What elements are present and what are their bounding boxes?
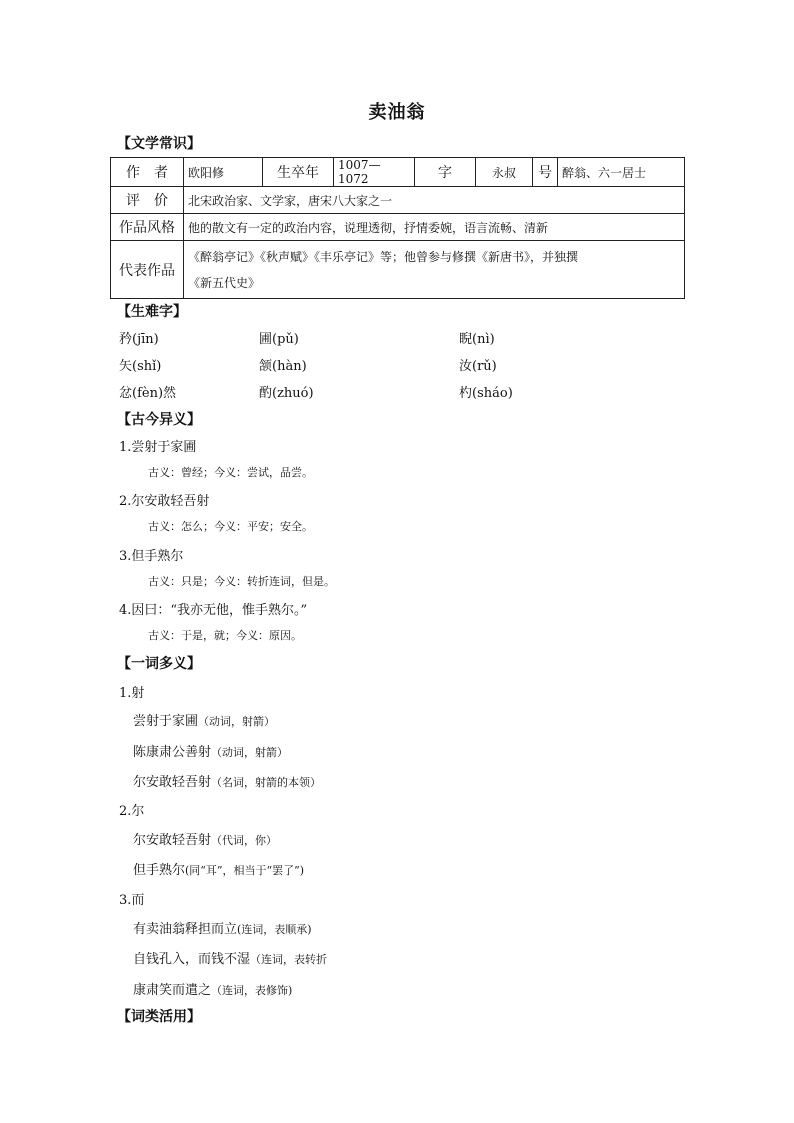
polysemy-example [133,741,288,760]
example-text: 陈康肃公善射 [133,745,212,760]
polysemy-example [133,859,304,878]
style-value: 他的散文有一定的政治内容，说理透彻，抒情委婉，语言流畅、清新 [184,214,685,241]
page-title: 卖油翁 [368,102,426,123]
example-text: 康肃笑而遣之 [133,983,212,998]
years-label: 生卒年 [263,158,334,187]
example-note: (同“耳”，相当于“罢了”) [185,864,305,877]
zi-label: 字 [415,158,476,187]
example-note: （连词，表修饰) [211,984,293,997]
character-item: 酌(zhuó) [259,386,314,401]
example-text: 有卖油翁释担而立 [133,922,238,937]
polysemy-word: 1.射 [119,686,145,701]
review-label: 评 价 [111,187,184,214]
polysemy-example [133,918,312,937]
ancient-modern-term: 3.但手熟尔 [119,549,184,564]
author-label: 作 者 [111,158,184,187]
character-item: 忿(fèn)然 [119,386,177,401]
years-value: 1007—1072 [334,158,415,187]
section-word-class-heading: 【词类活用】 [117,1009,201,1025]
ancient-modern-note: 古义：曾经；今义：尝试，品尝。 [148,466,313,479]
character-item: 杓(sháo) [459,386,513,401]
section-literature-heading: 【文学常识】 [117,136,201,152]
character-item: 颔(hàn) [259,359,307,374]
example-note: （动词，射箭） [211,746,289,759]
polysemy-example [133,948,327,967]
section-polysemy-heading: 【一词多义】 [117,656,201,672]
section-characters-heading: 【生难字】 [117,304,187,320]
review-value: 北宋政治家、文学家，唐宋八大家之一 [184,187,685,214]
polysemy-word: 2.尔 [119,804,145,819]
ancient-modern-term: 2.尔安敢轻吾射 [119,494,210,509]
example-note: （名词，射箭的本领） [211,776,322,789]
zi-value: 永叔 [476,158,533,187]
style-label: 作品风格 [111,214,184,241]
example-note: （动词，射箭） [198,715,276,728]
character-item: 睨(nì) [459,332,495,347]
polysemy-example [133,829,277,848]
character-item: 圃(pǔ) [259,332,299,347]
example-text: 但手熟尔 [133,863,186,878]
example-note: （代词，你） [211,834,278,847]
polysemy-example [133,771,321,790]
polysemy-example [133,979,292,998]
character-item: 矢(shǐ) [119,359,162,374]
section-ancient-modern-heading: 【古今异义】 [117,412,201,428]
polysemy-example [133,710,275,729]
ancient-modern-note: 古义：只是；今义：转折连词，但是。 [148,575,335,588]
ancient-modern-term: 4.因曰：“我亦无他，惟手熟尔。” [119,603,308,618]
works-label: 代表作品 [111,241,184,299]
works-line-2: 《新五代史》 [188,275,261,290]
works-line-1: 《醉翁亭记》《秋声赋》《丰乐亭记》等；他曾参与修撰《新唐书》，并独撰 [188,249,579,264]
example-note: （连词，表转折 [250,953,328,966]
character-item: 矜(jīn) [119,332,159,347]
ancient-modern-note: 古义：怎么；今义：平安；安全。 [148,520,313,533]
ancient-modern-note: 古义：于是，就；今义：原因。 [148,629,302,642]
hao-value: 醉翁、六一居士 [558,158,685,187]
example-note: (连词，表顺承) [237,923,312,936]
example-text: 尔安敢轻吾射 [133,833,212,848]
character-item: 汝(rǔ) [459,359,497,374]
example-text: 自钱孔入，而钱不湿 [133,952,251,967]
example-text: 尔安敢轻吾射 [133,775,212,790]
author-info-table [110,157,685,299]
polysemy-word: 3.而 [119,893,145,908]
hao-label: 号 [533,158,558,187]
ancient-modern-term: 1.尝射于家圃 [119,440,197,455]
author-value: 欧阳修 [184,158,263,187]
example-text: 尝射于家圃 [133,714,199,729]
